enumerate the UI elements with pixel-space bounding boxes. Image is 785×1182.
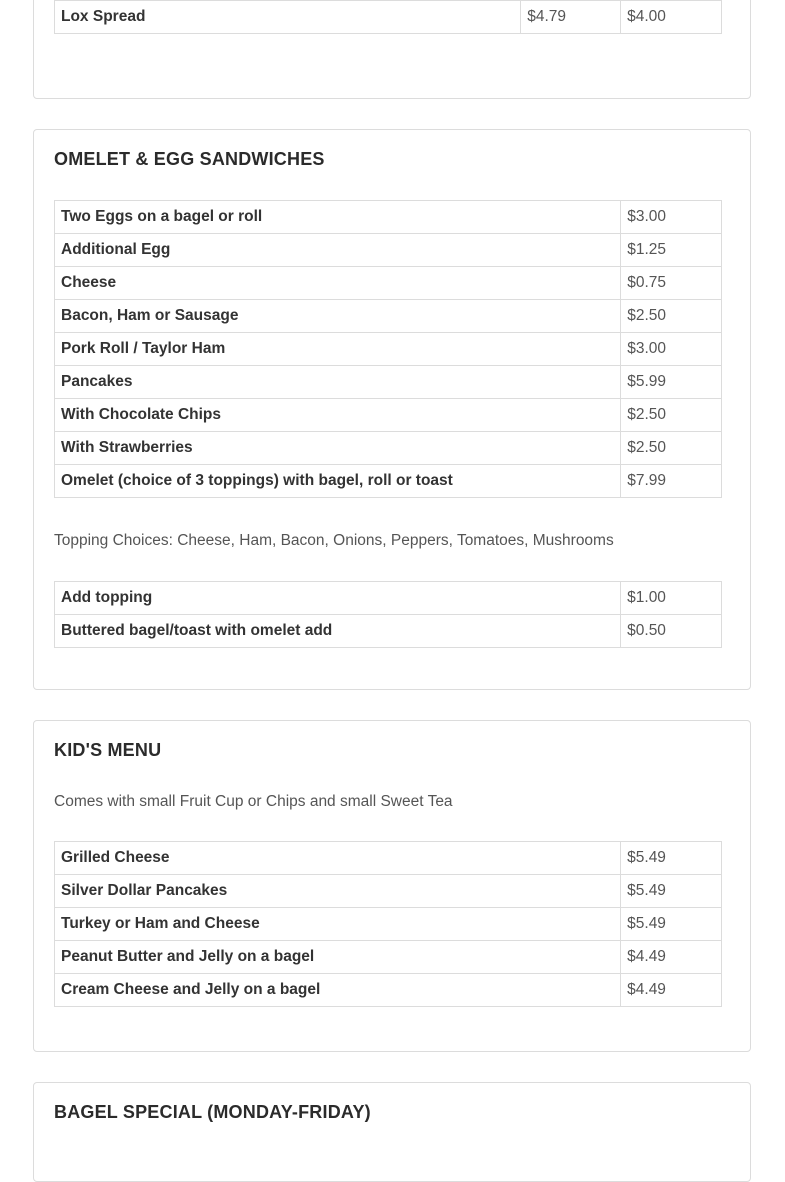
item-price: $2.50 <box>621 399 722 432</box>
item-price: $3.00 <box>621 333 722 366</box>
section-title: BAGEL SPECIAL (MONDAY-FRIDAY) <box>54 1102 371 1122</box>
item-name: With Strawberries <box>55 432 621 465</box>
table-row <box>55 366 722 399</box>
table-row <box>55 234 722 267</box>
table-row <box>55 615 722 648</box>
table-row <box>55 300 722 333</box>
section-title: OMELET & EGG SANDWICHES <box>54 149 325 169</box>
table-row <box>55 582 722 615</box>
item-price: $7.99 <box>621 465 722 498</box>
table-row <box>55 432 722 465</box>
item-name: Bacon, Ham or Sausage <box>55 300 621 333</box>
lox-section-card <box>33 0 751 99</box>
item-price: $5.49 <box>621 908 722 941</box>
item-name: With Chocolate Chips <box>55 399 621 432</box>
item-price: $2.50 <box>621 432 722 465</box>
item-price: $1.25 <box>621 234 722 267</box>
omelet-section-card <box>33 129 751 690</box>
table-row <box>55 399 722 432</box>
table-row <box>55 842 722 875</box>
item-name: Turkey or Ham and Cheese <box>55 908 621 941</box>
item-name: Cheese <box>55 267 621 300</box>
item-price: $3.00 <box>621 201 722 234</box>
bagel-special-card <box>33 1082 751 1182</box>
item-price: $0.50 <box>621 615 722 648</box>
item-name: Pork Roll / Taylor Ham <box>55 333 621 366</box>
kids-section-card <box>33 720 751 1052</box>
item-name: Lox Spread <box>55 1 521 34</box>
item-price: $4.79 <box>521 1 621 34</box>
table-row <box>55 267 722 300</box>
item-price-alt: $4.00 <box>621 1 722 34</box>
toppings-note: Topping Choices: Cheese, Ham, Bacon, Onions, Peppers, Tomatoes, Mushrooms <box>54 532 614 549</box>
item-price: $5.99 <box>621 366 722 399</box>
item-price: $4.49 <box>621 974 722 1007</box>
table-row <box>55 941 722 974</box>
table-row <box>55 1 722 34</box>
item-name: Two Eggs on a bagel or roll <box>55 201 621 234</box>
item-name: Buttered bagel/toast with omelet add <box>55 615 621 648</box>
item-price: $2.50 <box>621 300 722 333</box>
item-name: Grilled Cheese <box>55 842 621 875</box>
table-row <box>55 333 722 366</box>
item-name: Add topping <box>55 582 621 615</box>
table-row <box>55 908 722 941</box>
item-name: Additional Egg <box>55 234 621 267</box>
table-row <box>55 465 722 498</box>
kids-items-table <box>54 841 722 1007</box>
item-price: $4.49 <box>621 941 722 974</box>
item-price: $5.49 <box>621 842 722 875</box>
table-row <box>55 974 722 1007</box>
table-row <box>55 201 722 234</box>
lox-table <box>54 0 722 34</box>
item-price: $1.00 <box>621 582 722 615</box>
item-name: Pancakes <box>55 366 621 399</box>
omelet-items-table <box>54 200 722 498</box>
table-row <box>55 875 722 908</box>
item-name: Cream Cheese and Jelly on a bagel <box>55 974 621 1007</box>
section-title: KID'S MENU <box>54 740 162 760</box>
item-name: Silver Dollar Pancakes <box>55 875 621 908</box>
item-name: Peanut Butter and Jelly on a bagel <box>55 941 621 974</box>
omelet-addons-table <box>54 581 722 648</box>
item-price: $0.75 <box>621 267 722 300</box>
item-price: $5.49 <box>621 875 722 908</box>
kids-note: Comes with small Fruit Cup or Chips and small Sweet Tea <box>54 793 453 810</box>
item-name: Omelet (choice of 3 toppings) with bagel, roll or toast <box>55 465 621 498</box>
